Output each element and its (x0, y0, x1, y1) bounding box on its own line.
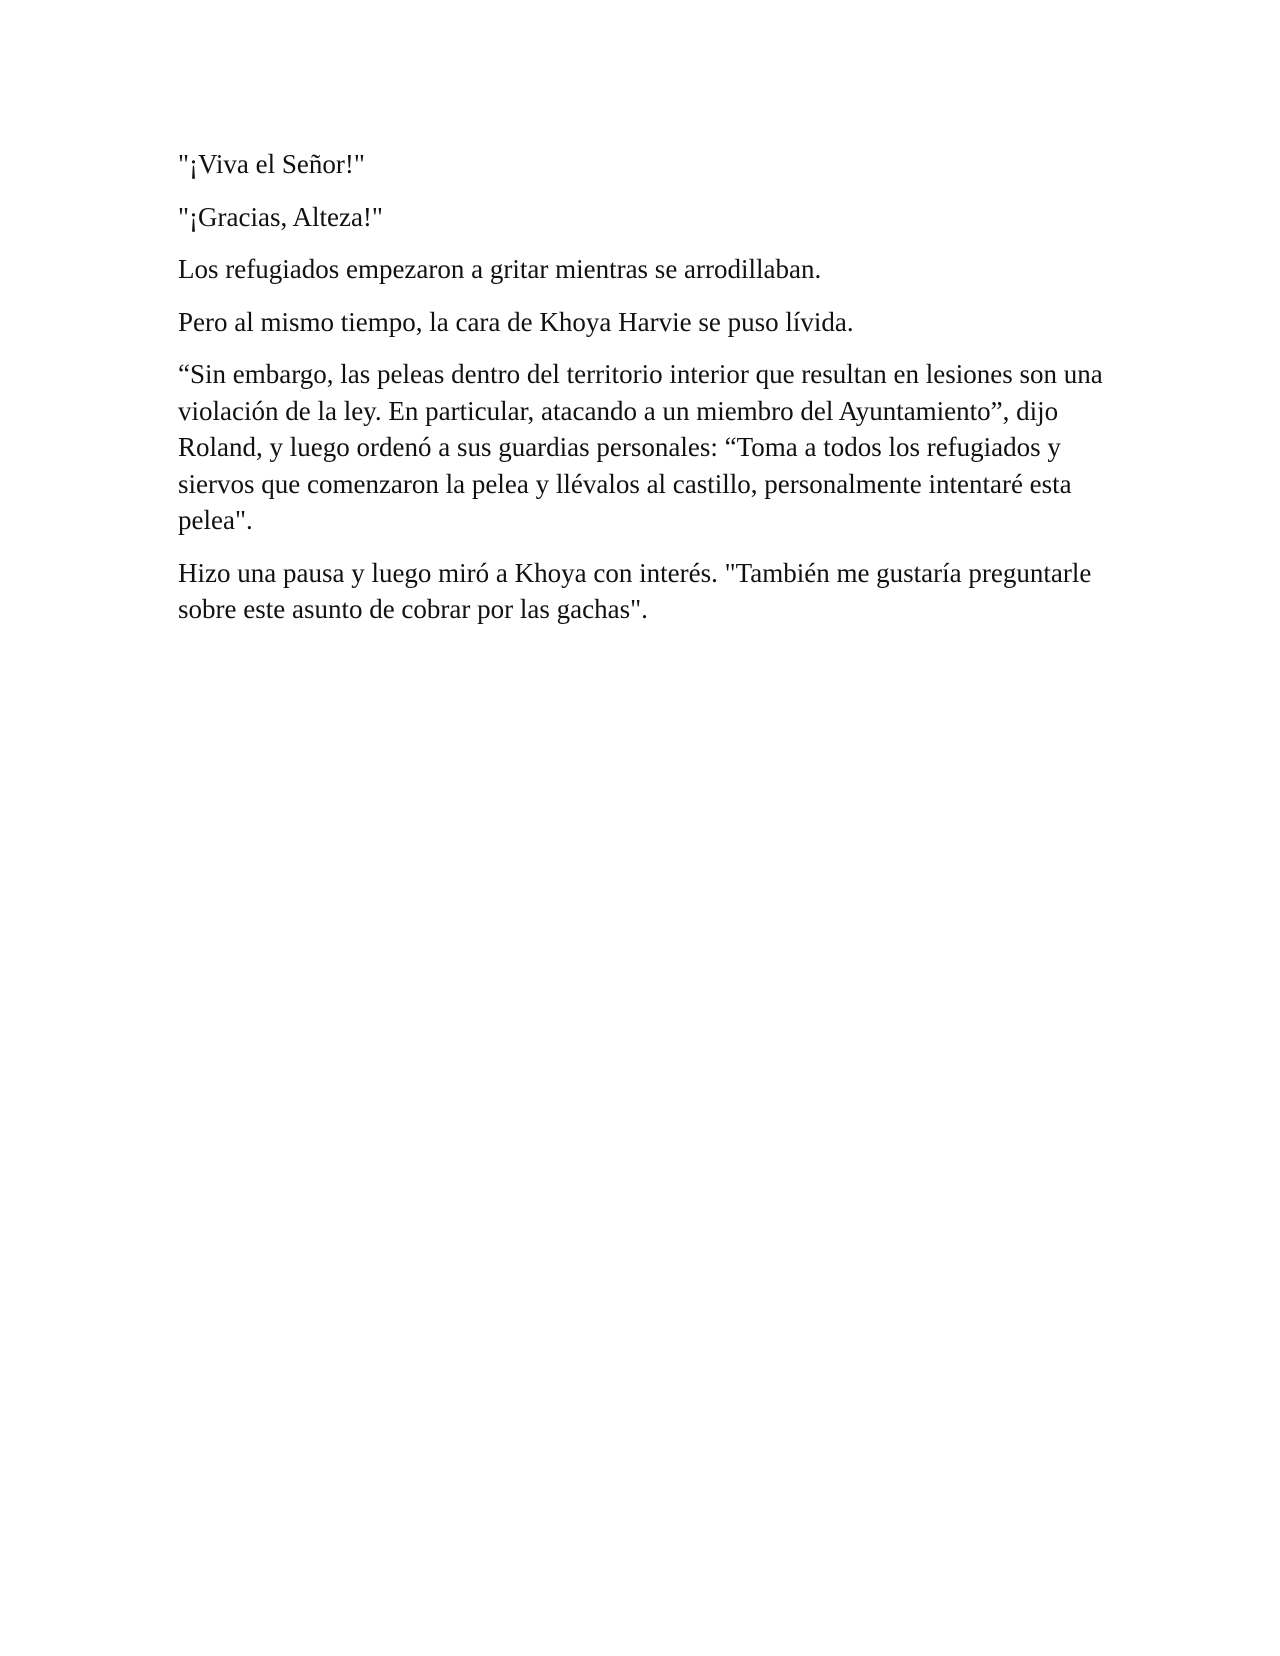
paragraph-viva: "¡Viva el Señor!" (178, 149, 365, 179)
paragraph-roland: “Sin embargo, las peleas dentro del territorio interior que resultan en lesiones son una violación de la ley. En particular, atacando a un miembro del Ayuntamiento”, dijo Roland, y luego ordenó a sus guardias personales: “Toma a todos los refugiados y siervos que comenzaron la pelea y llévalos al castillo, personalmente intentaré esta pelea". (178, 359, 1103, 535)
paragraph-khoya: Pero al mismo tiempo, la cara de Khoya Harvie se puso lívida. (178, 306, 854, 337)
paragraph-gracias: "¡Gracias, Alteza!" (178, 201, 383, 232)
paragraph-refugiados: Los refugiados empezaron a gritar mientras se arrodillaban. (178, 254, 822, 284)
document-body (178, 146, 1108, 644)
paragraph-pausa: Hizo una pausa y luego miró a Khoya con interés. "También me gustaría preguntarle sobre este asunto de cobrar por las gachas". (178, 557, 1092, 624)
